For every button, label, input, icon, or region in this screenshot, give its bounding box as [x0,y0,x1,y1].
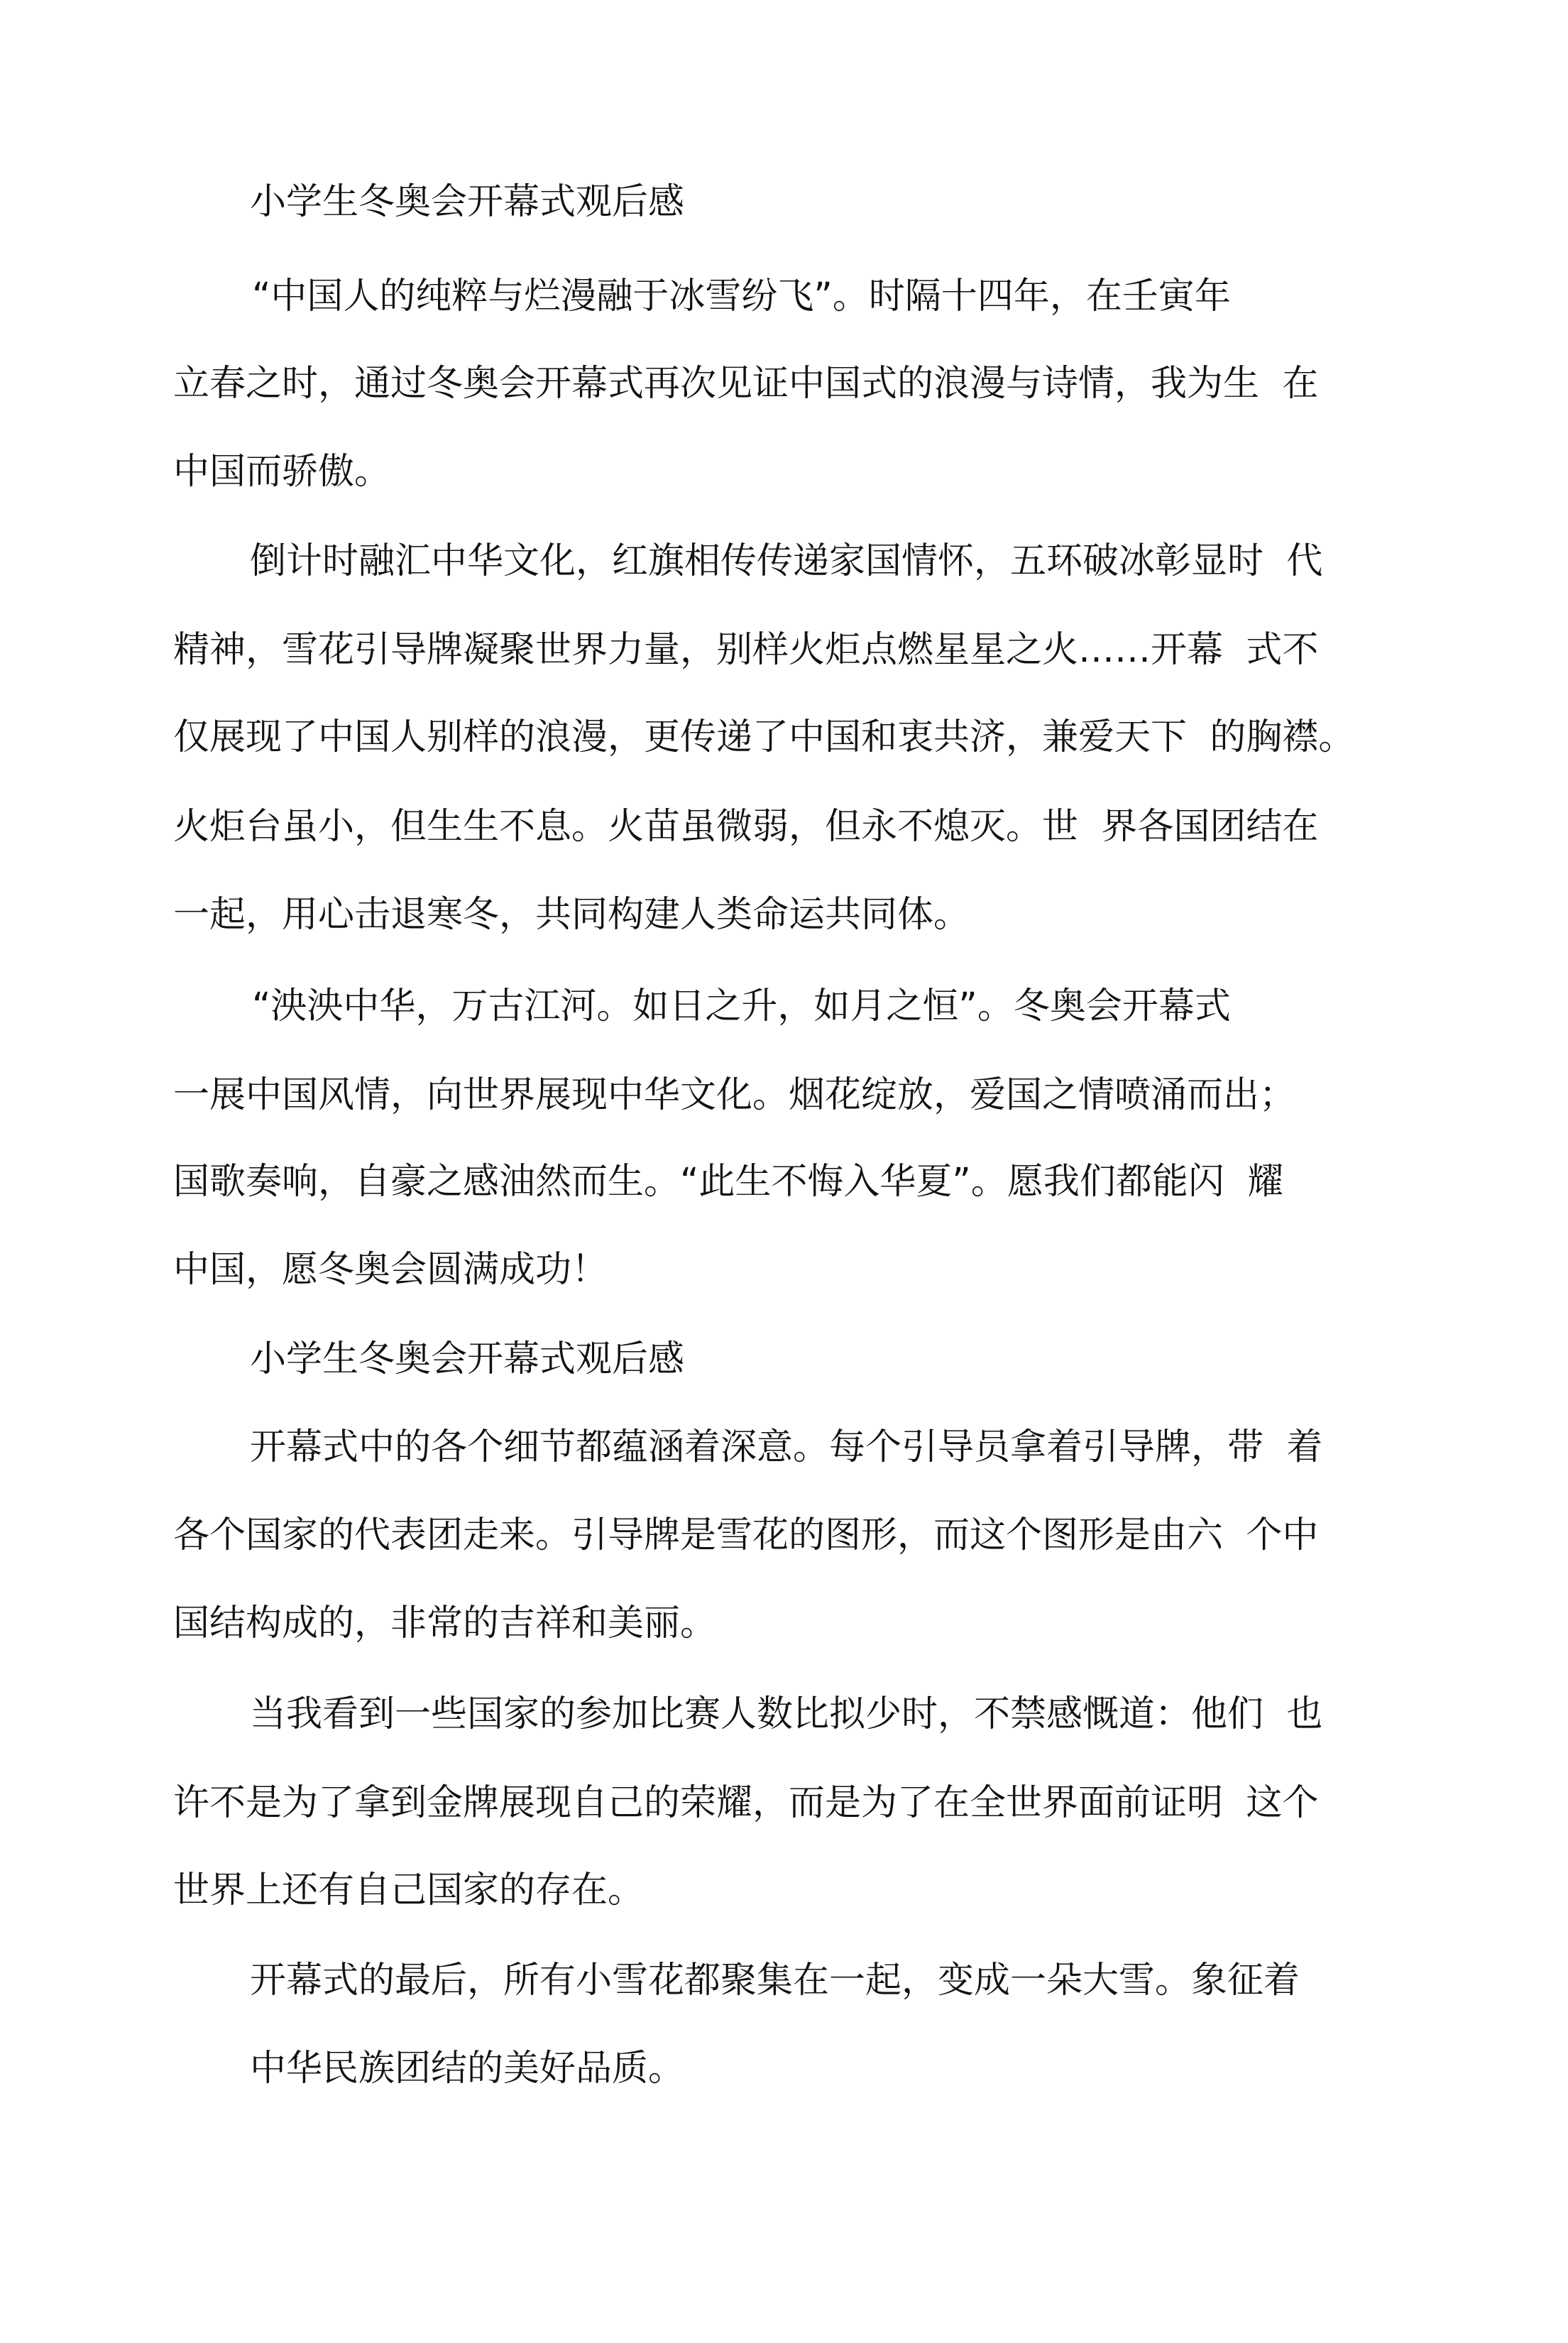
paragraph-line: 中国，愿冬奥会圆满成功！ [173,1249,608,1291]
paragraph-line: 许不是为了拿到金牌展现自己的荣耀，而是为了在全世界面前证明 这个 [173,1782,1319,1824]
paragraph-line: 中华民族团结的美好品质。 [250,2048,685,2090]
paragraph-line: 开幕式的最后，所有小雪花都聚集在一起，变成一朵大雪。象征着 [250,1960,1300,2001]
paragraph-line: 火炬台虽小，但生生不息。火苗虽微弱，但永不熄灭。世 界各国团结在 [173,806,1319,848]
paragraph-line: 开幕式中的各个细节都蕴涵着深意。每个引导员拿着引导牌，带 着 [250,1426,1323,1468]
paragraph-line: 中国而骄傲。 [173,451,391,493]
paragraph-line: 国结构成的，非常的吉祥和美丽。 [173,1602,717,1644]
paragraph-line: 国歌奏响，自豪之感油然而生。“此生不悔入华夏”。愿我们都能闪 耀 [173,1161,1284,1203]
paragraph-line: “中国人的纯粹与烂漫融于冰雪纷飞”。时隔十四年，在壬寅年 [252,275,1231,317]
paragraph-line: 各个国家的代表团走来。引导牌是雪花的图形，而这个图形是由六 个中 [173,1514,1319,1556]
paragraph-line: 倒计时融汇中华文化，红旗相传传递家国情怀，五环破冰彰显时 代 [250,540,1323,582]
paragraph-line: 一展中国风情，向世界展现中华文化。烟花绽放，爱国之情喷涌而出； [173,1074,1296,1116]
paragraph-line: 仅展现了中国人别样的浪漫，更传递了中国和衷共济，兼爱天下 的胸襟。 [173,716,1355,758]
paragraph-line: 精神，雪花引导牌凝聚世界力量，别样火炬点燃星星之火……开幕 式不 [173,629,1319,671]
paragraph-line: 立春之时，通过冬奥会开幕式再次见证中国式的浪漫与诗情，我为生 在 [173,363,1319,405]
section-title-2: 小学生冬奥会开幕式观后感 [250,1338,685,1380]
paragraph-line: “泱泱中华，万古江河。如日之升，如月之恒”。冬奥会开幕式 [252,985,1231,1027]
section-title-1: 小学生冬奥会开幕式观后感 [250,181,685,223]
paragraph-line: 一起，用心击退寒冬，共同构建人类命运共同体。 [173,894,970,936]
paragraph-line: 当我看到一些国家的参加比赛人数比拟少时，不禁感慨道：他们 也 [250,1693,1323,1735]
paragraph-line: 世界上还有自己国家的存在。 [173,1869,645,1911]
